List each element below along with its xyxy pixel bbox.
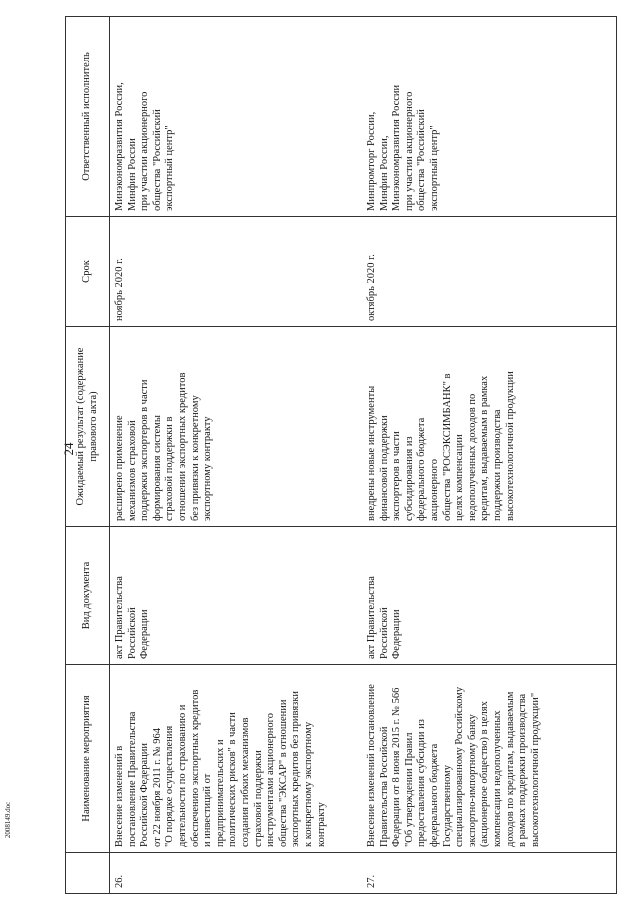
page-number-text: 24 [61, 442, 76, 456]
text-line: федерального бюджета [416, 417, 428, 521]
text-line: внедрены новые инструменты [366, 385, 377, 521]
header-document-type: Вид документа [66, 527, 109, 665]
text-line: Внесение изменений в [114, 745, 125, 847]
text-line: страховой поддержки [252, 750, 264, 847]
text-line: отношении экспортных кредитов [176, 372, 188, 521]
text-line: акт Правительства [114, 576, 125, 659]
header-expected-result: Ожидаемый результат (содержание правового акта) [66, 327, 109, 527]
text-line: высокотехнологичной продукции" [529, 692, 541, 847]
text-line: от 22 ноября 2011 г. № 964 [151, 728, 163, 847]
footer-filename [0, 760, 16, 880]
responsible-cell [109, 17, 361, 217]
text-line: Федерации от 8 июня 2015 г. № 566 [391, 687, 403, 847]
text-line: Правительства Российской [378, 726, 390, 847]
text-line: Государственному [441, 764, 453, 847]
text-line: "Об утверждении Правил [403, 732, 415, 847]
text-line: Федерации [391, 609, 403, 659]
text-line: в рамках поддержки производства [517, 693, 529, 847]
text-line: кредитам, выдаваемым в рамках [479, 375, 491, 521]
table-row [361, 17, 616, 893]
text-line: Федерации [139, 609, 151, 659]
text-line: акционерного [428, 459, 440, 521]
text-line: создания гибких механизмов [239, 717, 251, 847]
text-line: инструментами акционерного [265, 713, 277, 847]
text-line: деятельности по страхованию и [176, 704, 188, 847]
header-measure-name: Наименование мероприятия [66, 665, 109, 853]
document-type-cell [361, 527, 616, 665]
text-line: экспортных кредитов без привязки [290, 690, 302, 847]
header-term: Срок [66, 217, 109, 327]
text-line: целях компенсации [454, 434, 466, 521]
text-line: общества "Российский [151, 109, 163, 211]
text-line: обеспечению экспортных кредитов [189, 689, 201, 847]
header-responsible: Ответственный исполнитель [66, 17, 109, 217]
document-type-cell [109, 527, 361, 665]
text-line: без привязки к конкретному [189, 395, 201, 521]
text-line: доходов по кредитам, выдаваемым [504, 691, 516, 847]
text-line: страховой поддержки в [164, 416, 176, 521]
table-header-row [66, 17, 110, 893]
text-line: экспортеров в части [391, 431, 403, 521]
measure-name-cell [109, 665, 361, 853]
term-cell: октябрь 2020 г. [361, 217, 616, 327]
term-cell: ноябрь 2020 г. [109, 217, 361, 327]
text-line: высокотехнологичной продукции [504, 371, 516, 521]
text-line: специализированному Российскому [454, 686, 466, 847]
text-line: к конкретному экспортному [302, 721, 314, 847]
text-line: "О порядке осуществления [164, 725, 176, 847]
text-line: постановление Правительства [126, 711, 138, 847]
text-line: Внесение изменений постановление [366, 684, 377, 847]
text-line: расширено применение [114, 415, 125, 521]
responsible-cell [361, 17, 616, 217]
text-line: экспортный центр" [164, 125, 176, 211]
text-line: Минпромторг России, [366, 111, 377, 211]
text-line: Российской Федерации [139, 743, 151, 847]
text-line: Российской [378, 607, 390, 659]
text-line: общества "ЭКСАР" в отношении [277, 699, 289, 847]
text-line: общества "РОСЭКСИМБАНК" в [441, 373, 453, 521]
expected-result-cell [109, 327, 361, 527]
text-line: предоставления субсидии из [416, 719, 428, 847]
text-line: компенсации недополученных [491, 710, 503, 847]
text-line: (акционерное общество) в целях [479, 701, 491, 847]
text-line: федерального бюджета [428, 743, 440, 847]
text-line: экспортно-импортному банку [466, 714, 478, 847]
table-row [109, 17, 361, 893]
text-line: финансовой поддержки [378, 415, 390, 521]
text-line: Минфин России [126, 138, 138, 211]
text-line: при участии акционерного [139, 91, 151, 211]
text-line: Минфин России, [378, 135, 390, 211]
text-line: акт Правительства [366, 576, 377, 659]
row-number: 26. [114, 874, 125, 888]
text-line: и инвестиций от [202, 773, 214, 847]
row-number: 27. [366, 874, 377, 888]
text-line: механизмов страховой [126, 420, 138, 521]
text-line: Российской [126, 607, 138, 659]
text-line: субсидирования из [403, 436, 415, 521]
table-wrapper [65, 16, 617, 894]
text-line: контракту [315, 802, 327, 847]
text-line: Минэкономразвития России, [114, 82, 125, 211]
measures-table [65, 16, 617, 894]
text-line: Минэкономразвития России [391, 84, 403, 211]
text-line: при участии акционерного [403, 91, 415, 211]
text-line: формирования системы [151, 415, 163, 521]
text-line: политических рисков" в части [227, 712, 239, 847]
text-line: поддержки экспортеров в части [139, 379, 151, 521]
text-line: экспортному контракту [202, 416, 214, 521]
expected-result-cell [361, 327, 616, 527]
text-line: недополученных доходов по [466, 393, 478, 521]
text-line: поддержки производства [491, 409, 503, 521]
text-line: экспортный центр" [428, 125, 440, 211]
text-line: предпринимательских и [214, 739, 226, 847]
measure-name-cell [361, 665, 616, 853]
footer-text: 2008149.doc [4, 801, 12, 839]
header-num [66, 853, 109, 893]
text-line: общества "Российский [416, 109, 428, 211]
